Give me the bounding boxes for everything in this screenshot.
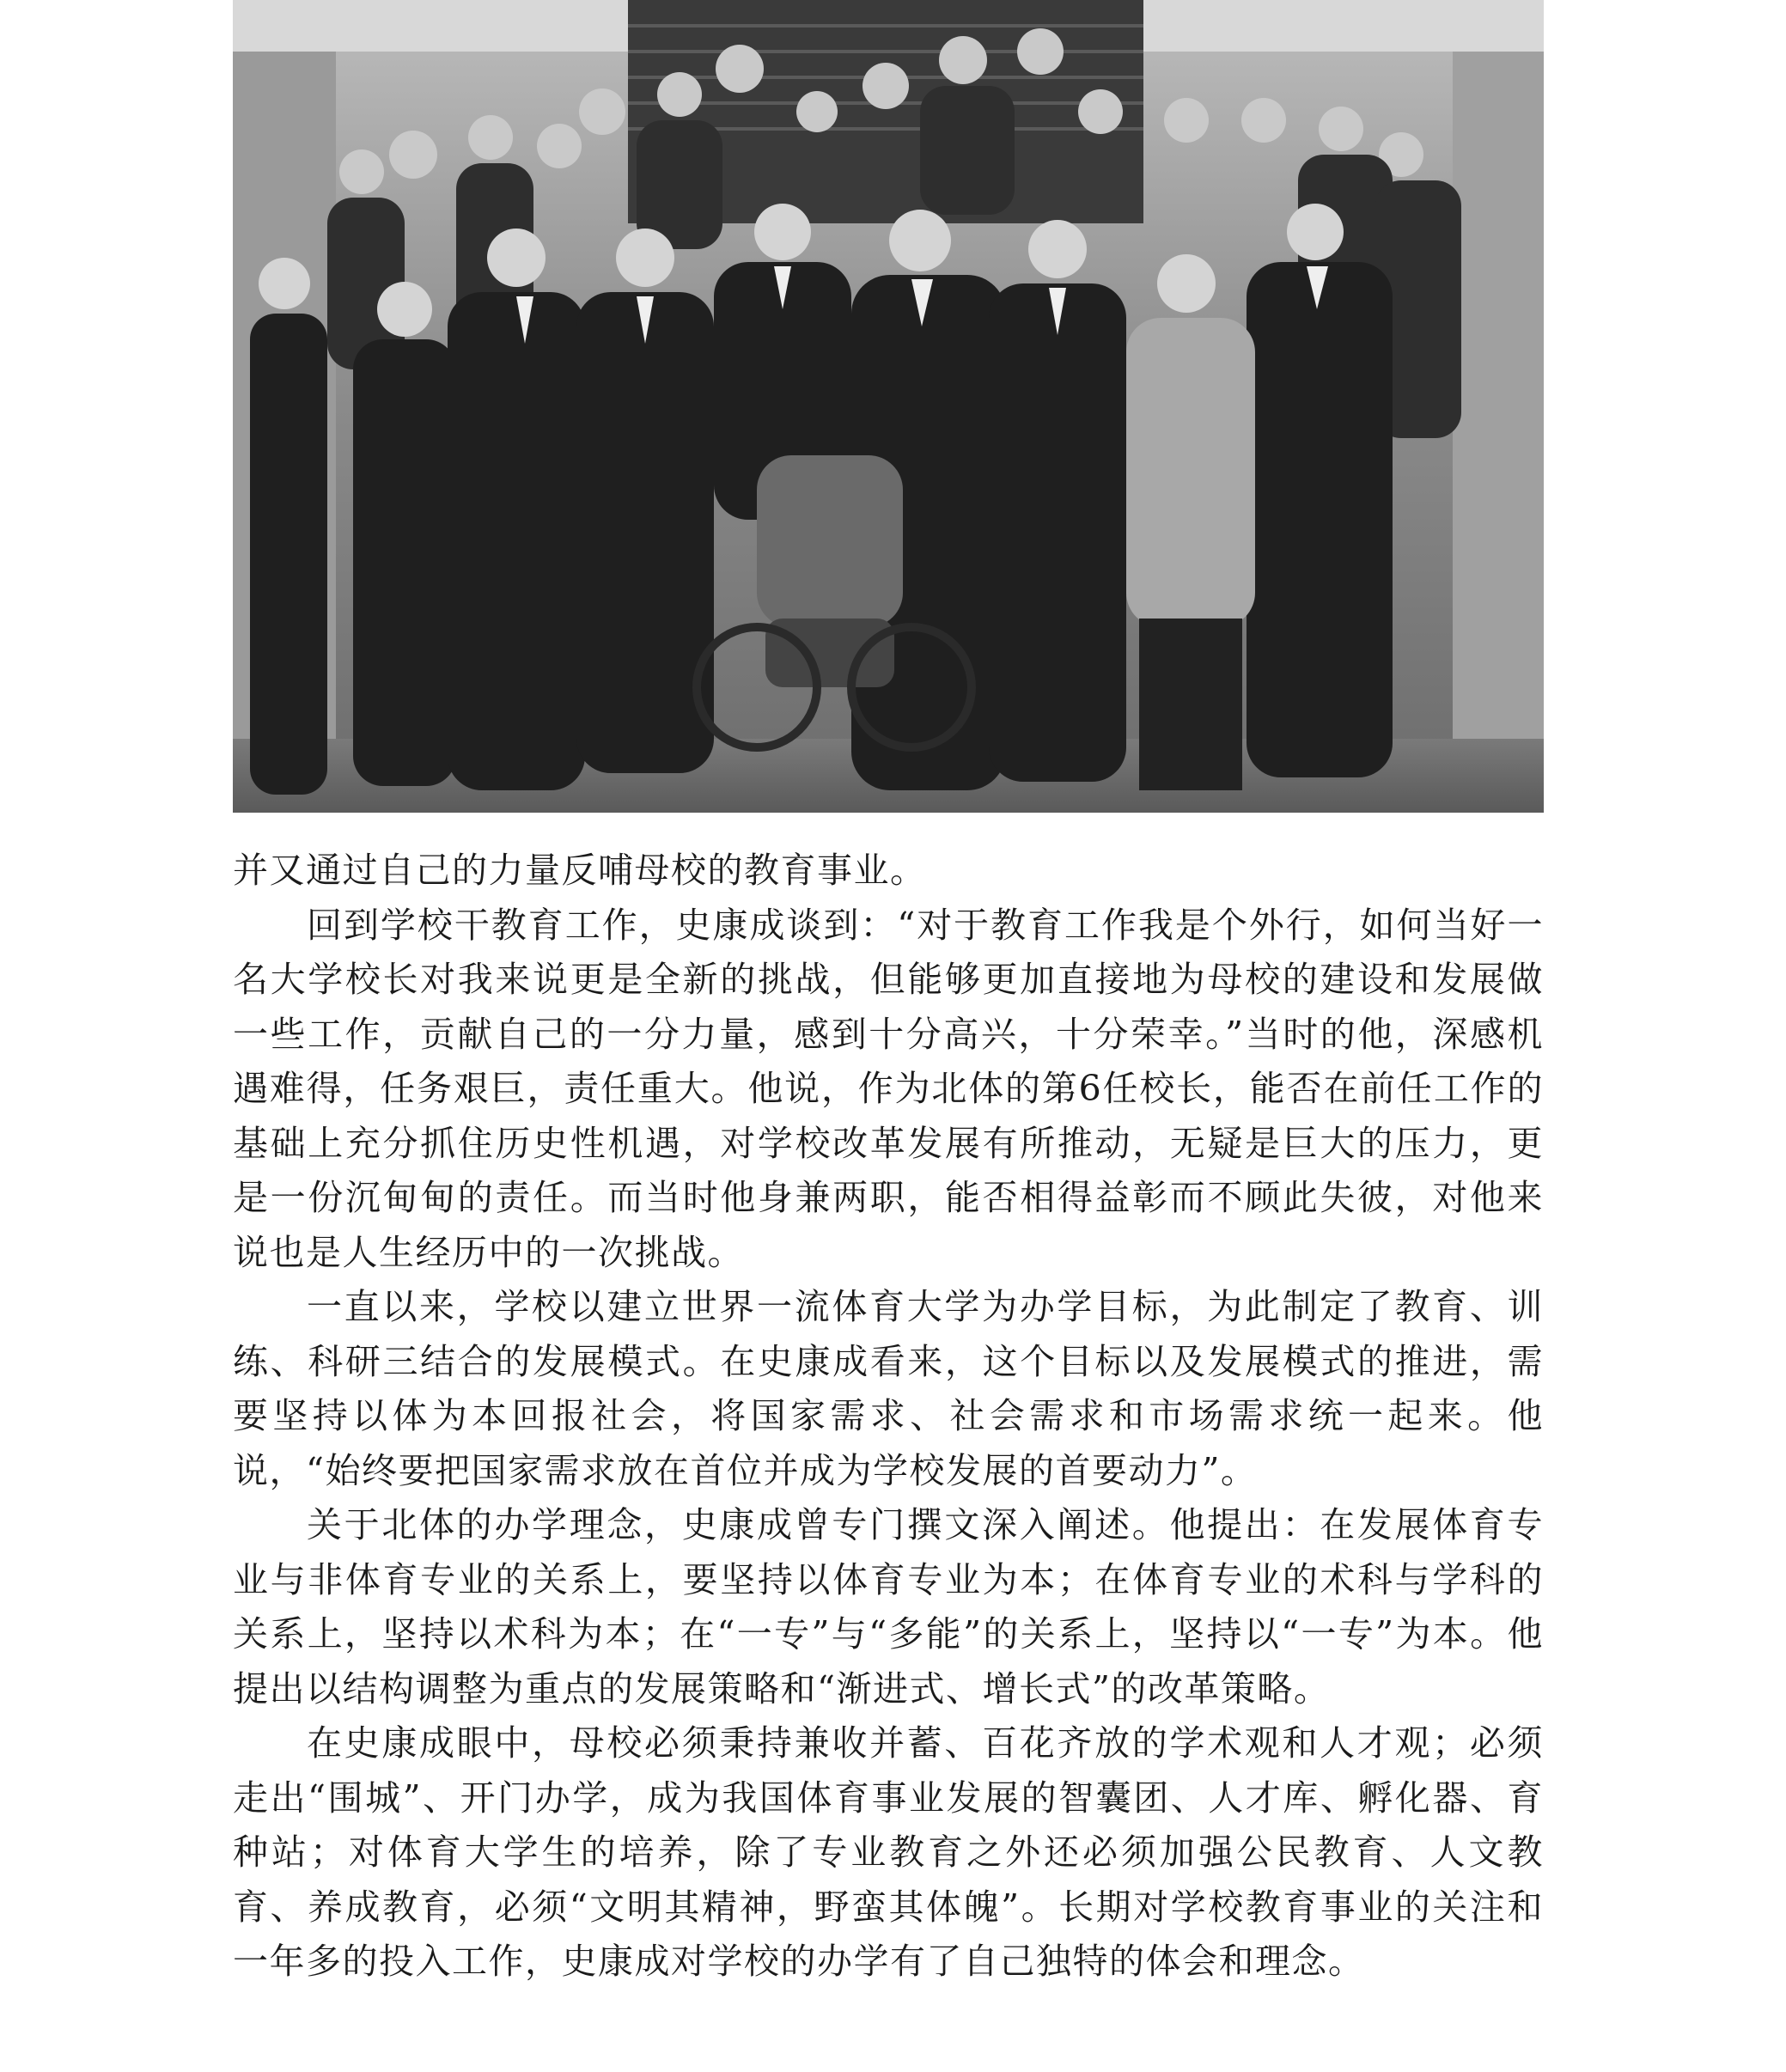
paragraph-2: 回到学校干教育工作，史康成谈到：“对于教育工作我是个外行，如何当好一名大学校长对我来说更是全新的挑战，但能够更加直接地为母校的建设和发展做一些工作，贡献自己的一分力量，感到十分高兴，十分荣幸。”当时的他，深感机遇难得，任务艰巨，责任重大。他说，作为北体的第6任校长，能否在前任工作的基础上充分抓住历史性机遇，对学校改革发展有所推动，无疑是巨大的压力，更是一份沉甸甸的责任。而当时他身兼两职，能否相得益彰而不顾此失彼，对他来说也是人生经历中的一次挑战。 bbox=[233, 904, 1544, 1273]
paragraph-4: 关于北体的办学理念，史康成曾专门撰文深入阐述。他提出：在发展体育专业与非体育专业的关系上，要坚持以体育专业为本；在体育专业的术科与学科的关系上，坚持以术科为本；在“一专”与“多能”的关系上，坚持以“一专”为本。他提出以结构调整为重点的发展策略和“渐进式、增长式”的改革策略。 bbox=[233, 1504, 1544, 1709]
group-photo-icon bbox=[233, 0, 1544, 813]
paragraph-1: 并又通过自己的力量反哺母校的教育事业。 bbox=[233, 850, 927, 891]
article-body bbox=[233, 844, 1544, 1990]
group-photo bbox=[233, 0, 1544, 813]
paragraph-3: 一直以来，学校以建立世界一流体育大学为办学目标，为此制定了教育、训练、科研三结合的发展模式。在史康成看来，这个目标以及发展模式的推进，需要坚持以体为本回报社会，将国家需求、社会需求和市场需求统一起来。他说，“始终要把国家需求放在首位并成为学校发展的首要动力”。 bbox=[233, 1286, 1544, 1491]
paragraph-5: 在史康成眼中，母校必须秉持兼收并蓄、百花齐放的学术观和人才观；必须走出“围城”、开门办学，成为我国体育事业发展的智囊团、人才库、孵化器、育种站；对体育大学生的培养，除了专业教育之外还必须加强公民教育、人文教育、养成教育，必须“文明其精神，野蛮其体魄”。长期对学校教育事业的关注和一年多的投入工作，史康成对学校的办学有了自己独特的体会和理念。 bbox=[233, 1722, 1544, 1982]
